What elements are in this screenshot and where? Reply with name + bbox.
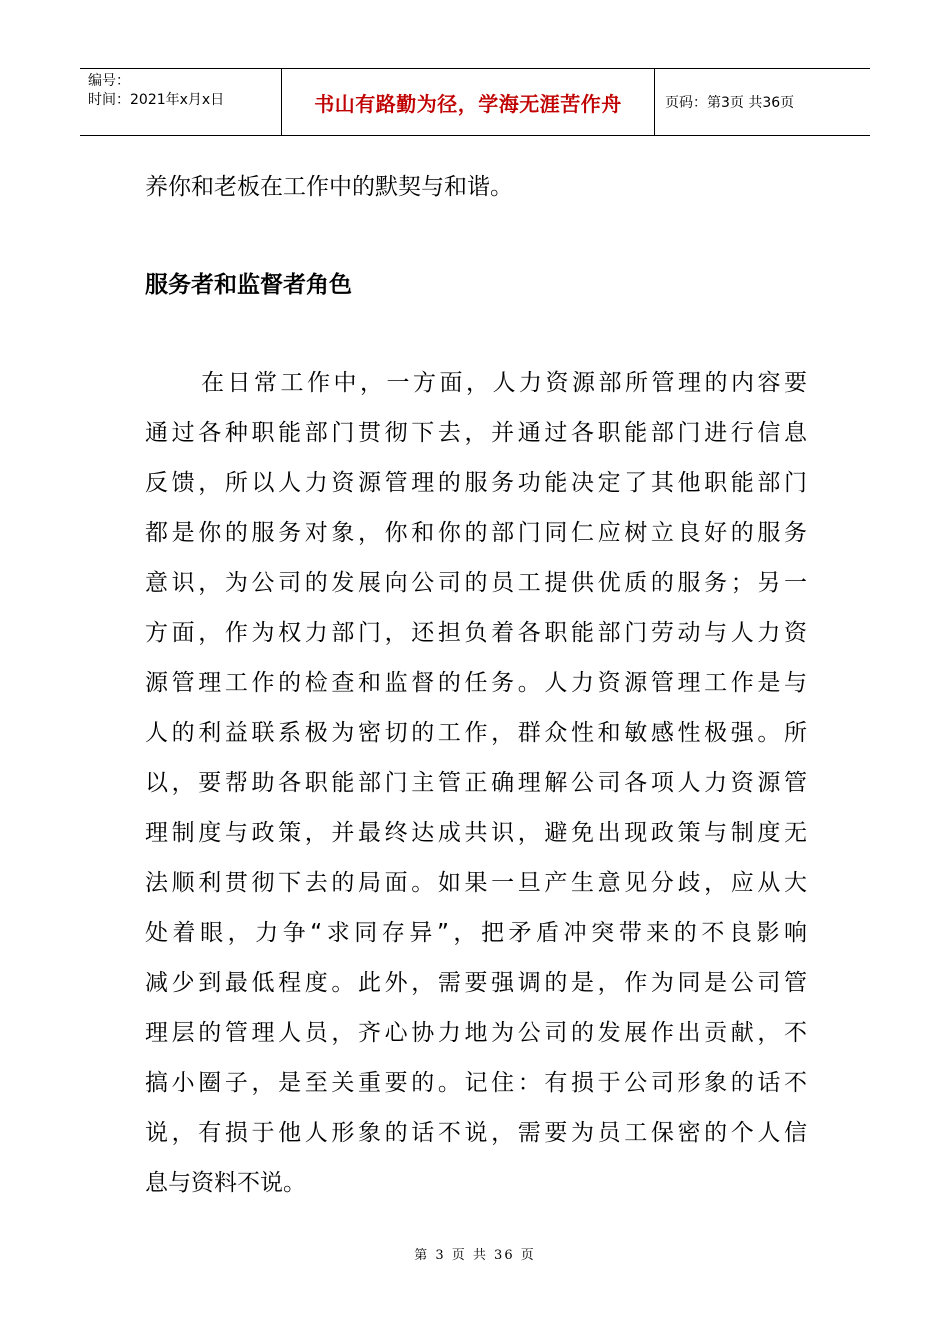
spacer: [145, 212, 807, 260]
body-paragraph: [145, 358, 807, 1208]
paragraph-line: 人的利益联系极为密切的工作，群众性和敏感性极强。所: [145, 720, 807, 746]
header-page-info: 页码：第3页 共36页: [665, 95, 795, 111]
paragraph-line: 意识，为公司的发展向公司的员工提供优质的服务；另一: [145, 570, 807, 596]
paragraph-line: 理制度与政策，并最终达成共识，避免出现政策与制度无: [145, 820, 807, 846]
page-header: [80, 68, 870, 136]
paragraph-line: 搞小圈子，是至关重要的。记住：有损于公司形象的话不: [145, 1070, 807, 1096]
page-footer: 第 3 页 共 36 页: [414, 1248, 536, 1263]
paragraph-line: 法顺利贯彻下去的局面。如果一旦产生意见分歧，应从大: [145, 870, 807, 896]
paragraph-line: 处着眼，力争“求同存异”，把矛盾冲突带来的不良影响: [145, 920, 807, 946]
document-number-label: 编号：: [88, 73, 130, 89]
header-meta: [80, 69, 282, 135]
intro-line: 养你和老板在工作中的默契与和谐。: [145, 174, 513, 200]
section-heading: 服务者和监督者角色: [145, 272, 352, 298]
paragraph-line: 减少到最低程度。此外，需要强调的是，作为同是公司管: [145, 970, 807, 996]
paragraph-line: 在日常工作中，一方面，人力资源部所管理的内容要: [201, 370, 807, 396]
paragraph-line: 息与资料不说。: [145, 1170, 306, 1196]
paragraph-line: 通过各种职能部门贯彻下去，并通过各职能部门进行信息: [145, 420, 807, 446]
document-body: [145, 162, 807, 1208]
paragraph-line: 源管理工作的检查和监督的任务。人力资源管理工作是与: [145, 670, 807, 696]
spacer: [145, 310, 807, 358]
document-date: 时间：2021年x月x日: [88, 92, 225, 108]
paragraph-line: 都是你的服务对象，你和你的部门同仁应树立良好的服务: [145, 520, 807, 546]
paragraph-line: 以，要帮助各职能部门主管正确理解公司各项人力资源管: [145, 770, 807, 796]
paragraph-line: 理层的管理人员，齐心协力地为公司的发展作出贡献，不: [145, 1020, 807, 1046]
paragraph-line: 反馈，所以人力资源管理的服务功能决定了其他职能部门: [145, 470, 807, 496]
paragraph-line: 说，有损于他人形象的话不说，需要为员工保密的个人信: [145, 1120, 807, 1146]
paragraph-line: 方面，作为权力部门，还担负着各职能部门劳动与人力资: [145, 620, 807, 646]
header-motto: 书山有路勤为径，学海无涯苦作舟: [282, 69, 655, 135]
